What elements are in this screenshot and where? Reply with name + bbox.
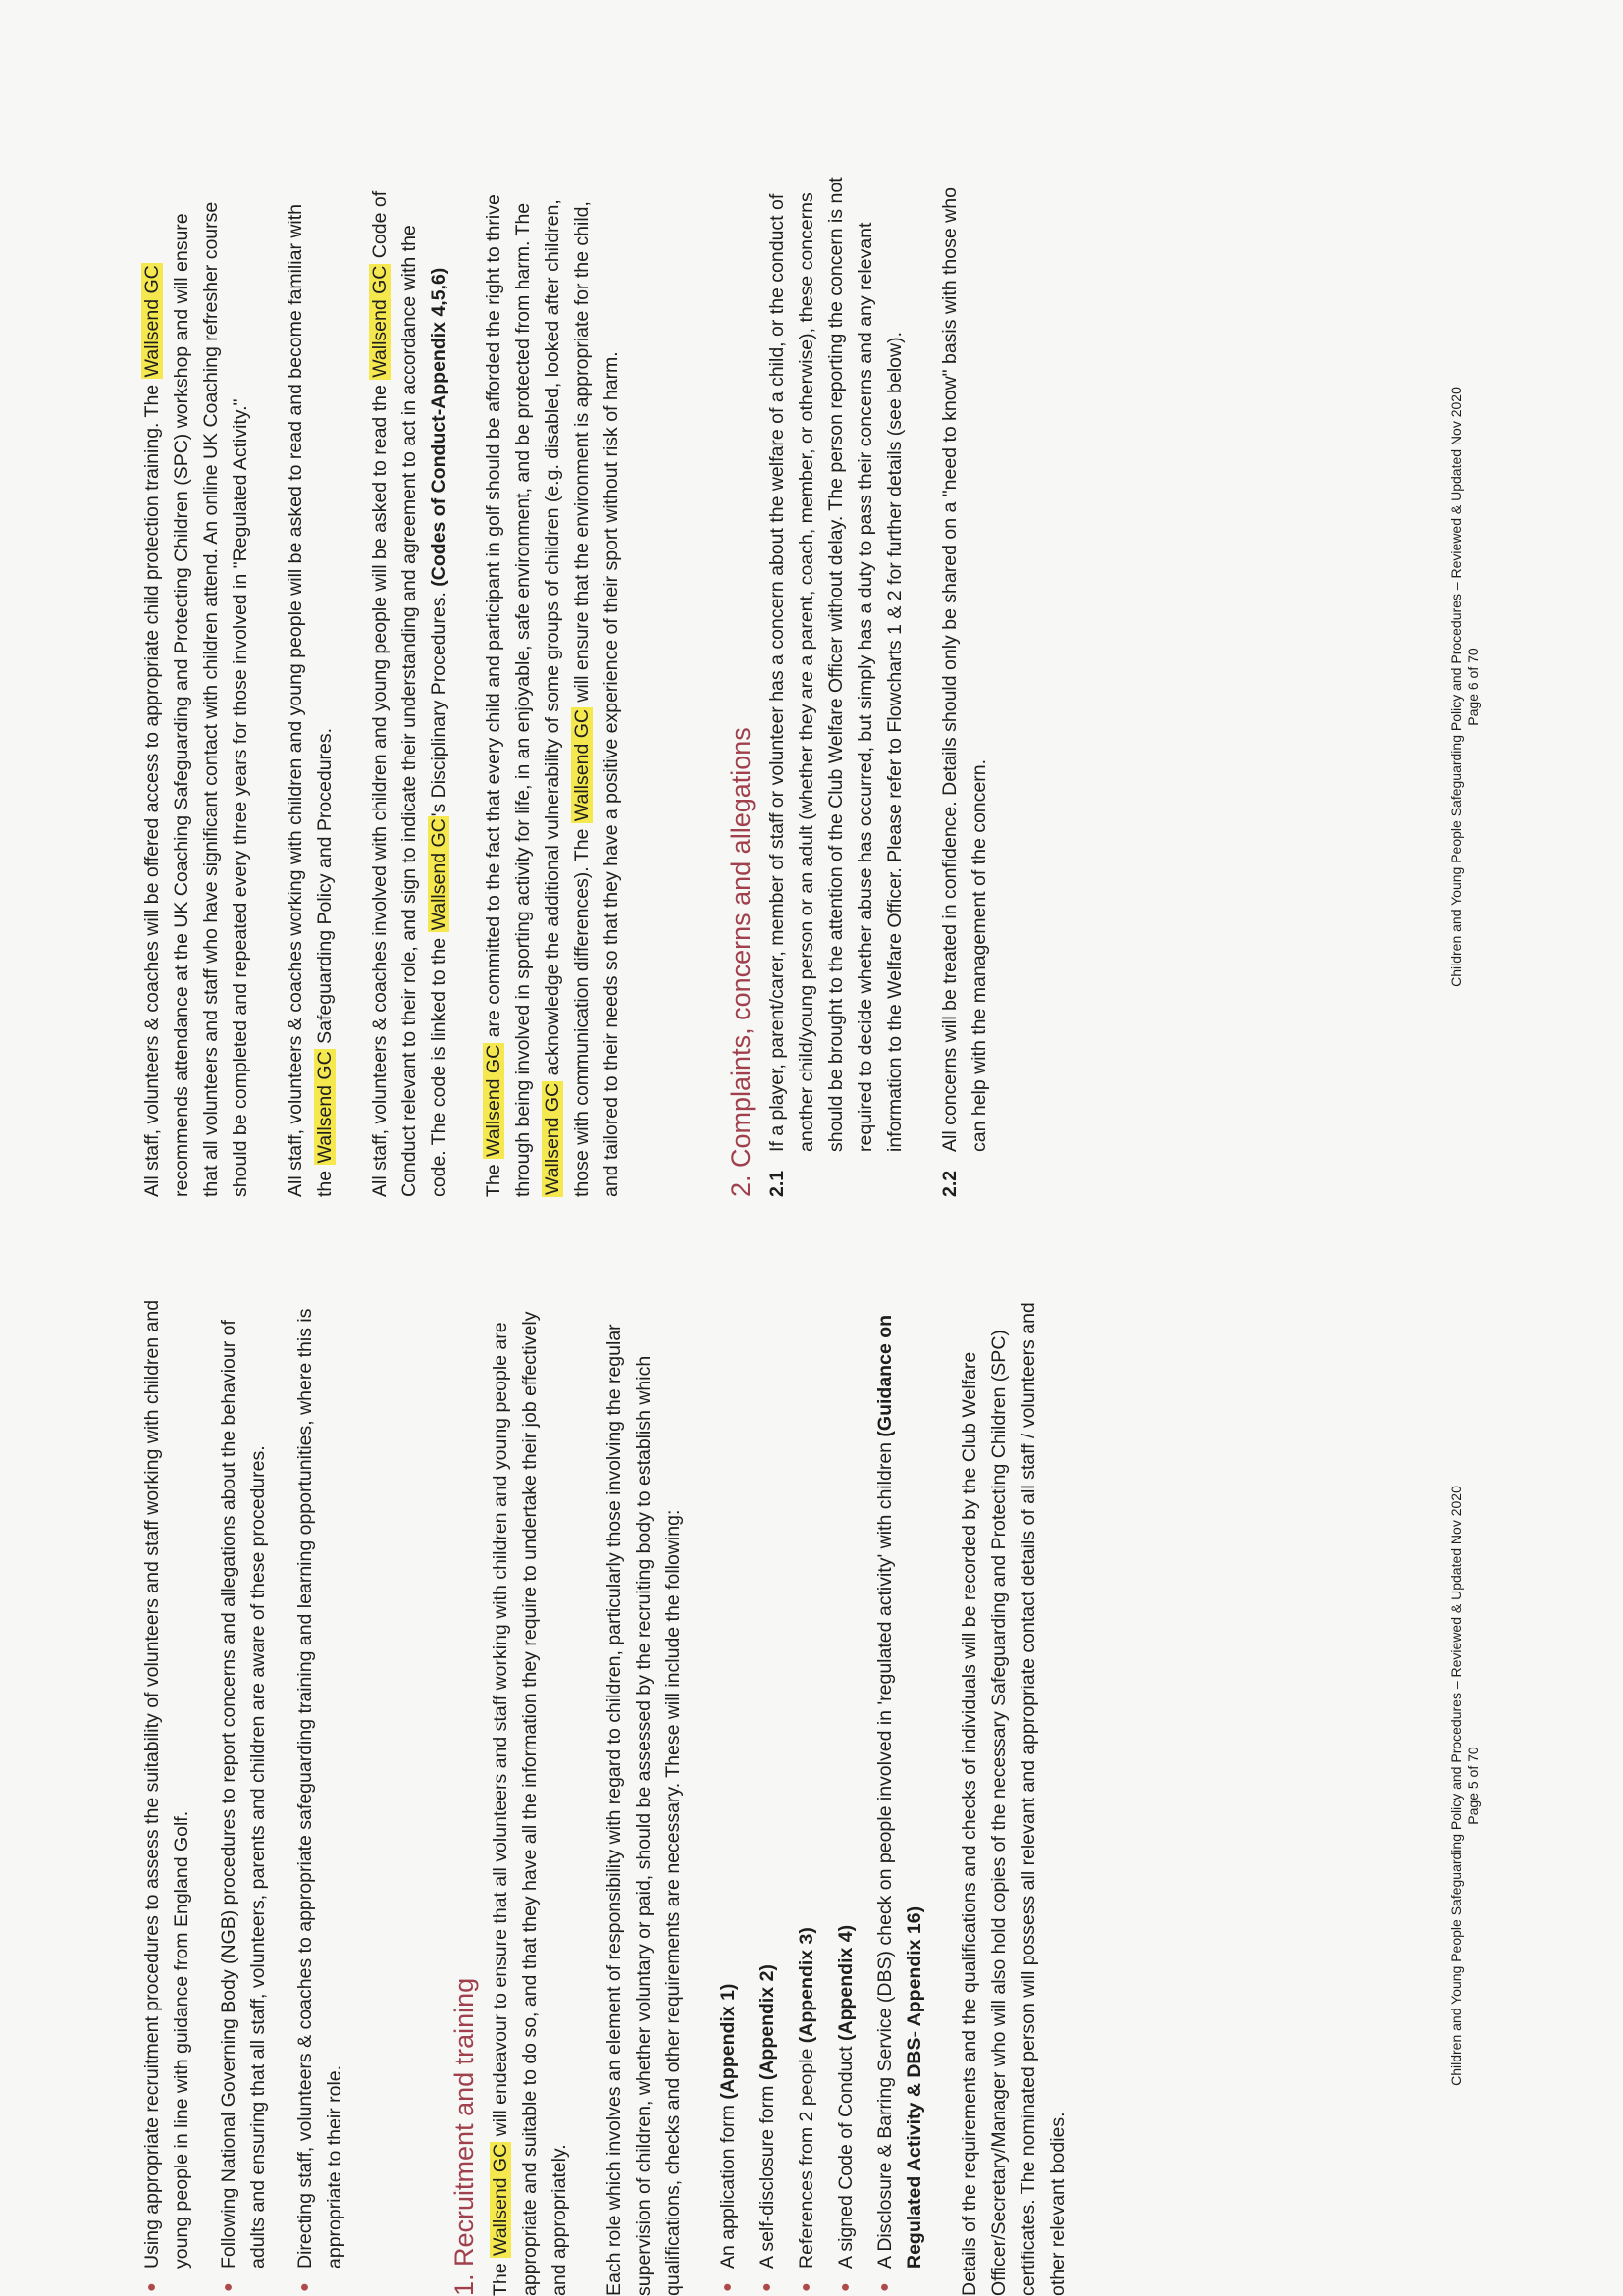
highlighted-club-name: Wallsend GC — [571, 709, 593, 822]
section-1-heading: 1. Recruitment and training — [449, 1977, 479, 2296]
paragraph: All staff, volunteers & coaches working with children and young people will be asked to read and become familiar with the Wallsend GC Safeguarding Policy and Procedures. — [285, 203, 336, 1197]
numbered-clause: 2.2 All concerns will be treated in confidence. Details should only be shared on a "need to know" basis with those who can help with the management of the concern. — [939, 187, 990, 1197]
paragraph: The Wallsend GC are committed to the fact that every child and participant in golf should be afforded the right to thrive through being involved in sporting activity for life, in an enjoyable, safe environment, and be protected from harm. The Wallsend GC acknowledge the additional vulnerability of some groups of children (e.g. disabled, looked after children, those with communication differences). The Wallsend GC will ensure that the environment is appropriate for the child, and tailored to their needs so that they have a positive experience of their sport without risk of harm. — [483, 194, 622, 1197]
highlighted-club-name: Wallsend GC — [141, 265, 163, 378]
paragraph: All staff, volunteers & coaches involved with children and young people will be asked to read the Wallsend GC Code of Conduct relevant to their role, and sign to indicate their understanding and agreement to act in accordance with the code. The code is linked to the Wallsend GC's Disciplinary Procedures. (Codes of Conduct-Appendix 4,5,6) — [369, 190, 449, 1197]
list-item: ● A Disclosure & Barring Service (DBS) check on people involved in 'regulated activity' with children (Guidance on Regulated Activity & DBS- Appendix 16) — [874, 1314, 925, 2292]
list-item: ● Using appropriate recruitment procedures to assess the suitability of volunteers and staff working with children and young people in line with guidance from England Golf. — [141, 1299, 192, 2292]
list-item: ● An application form (Appendix 1) — [717, 1983, 739, 2292]
scanned-spread — [137, 177, 1482, 2296]
list-item: ● A signed Code of Conduct (Appendix 4) — [835, 1924, 857, 2292]
page-6 — [137, 177, 1482, 1197]
list-item: ● Following National Governing Body (NGB) procedures to report concerns and allegations about the behaviour of adults and ensuring that all staff, volunteers, parents and children are aware of these procedures. — [218, 1320, 269, 2292]
numbered-clause: 2.1 If a player, parent/carer, member of staff or volunteer has a concern about the welfare of a child, or the conduct of another child/young person or an adult (whether they are a parent, coach, member, or otherwise), these concerns should be brought to the attention of the Club Welfare Officer without delay. The person reporting the concern is not required to decide whether abuse has occurred, but simply has a duty to pass their concerns and any relevant information to the Welfare Officer. Please refer to Flowcharts 1 & 2 for further details (see below). — [766, 177, 906, 1197]
paragraph: Each role which involves an element of responsibility with regard to children, particularly those involving the regular supervision of children, whether voluntary or paid, should be assessed by the recruiting body to establish which qualifications, checks and other requirements are necessary. These will include the following: — [603, 1324, 684, 2296]
highlighted-club-name: Wallsend GC — [369, 265, 391, 378]
list-item: ● A self-disclosure form (Appendix 2) — [757, 1964, 778, 2292]
highlighted-club-name: Wallsend GC — [490, 2143, 511, 2256]
section-2-heading: 2. Complaints, concerns and allegations — [726, 727, 756, 1197]
paragraph: All staff, volunteers & coaches will be offered access to appropriate child protection training. The Wallsend GC recommends attendance at the UK Coaching Safeguarding and Protecting Children (SPC) workshop and will ensure that all volunteers and staff who have significant contact with children attend. An online UK Coaching refresher course should be completed and repeated every three years for those involved in "Regulated Activity." — [141, 201, 251, 1197]
highlighted-club-name: Wallsend GC — [314, 1051, 336, 1164]
paragraph: Details of the requirements and the qualifications and checks of individuals will be recorded by the Club Welfare Officer/Secretary/Manager who will also hold copies of the necessary Safeguarding and Protecting Children (SPC) certificates. The nominated person will possess all relevant and appropriate contact details of all staff / volunteers and other relevant bodies. — [959, 1302, 1069, 2296]
bullet-list-top — [137, 1276, 349, 2296]
page-footer: Children and Young People Safeguarding Policy and Procedures – Reviewed & Updated Nov 2020 Page 6 of 70 — [1448, 177, 1482, 1197]
page-number: Page 5 of 70 — [1465, 1747, 1481, 1825]
page-number: Page 6 of 70 — [1465, 648, 1481, 726]
list-item: ● References from 2 people (Appendix 3) — [796, 1927, 817, 2292]
paragraph: The Wallsend GC will endeavour to ensure that all volunteers and staff working with children and young people are appropriate and suitable to do so, and that they have all the information they require to undertake their job effectively and appropriately. — [490, 1311, 570, 2296]
requirements-list — [713, 1276, 929, 2296]
list-item: ● Directing staff, volunteers & coaches to appropriate safeguarding training and learning opportunities, where this is appropriate to their role. — [294, 1308, 345, 2292]
page-footer: Children and Young People Safeguarding Policy and Procedures – Reviewed & Updated Nov 2020 Page 5 of 70 — [1448, 1276, 1482, 2296]
highlighted-club-name: Wallsend GC — [542, 1082, 563, 1195]
highlighted-club-name: Wallsend GC — [483, 1044, 504, 1157]
page-5 — [137, 1276, 1482, 2296]
highlighted-club-name: Wallsend GC — [428, 818, 449, 931]
